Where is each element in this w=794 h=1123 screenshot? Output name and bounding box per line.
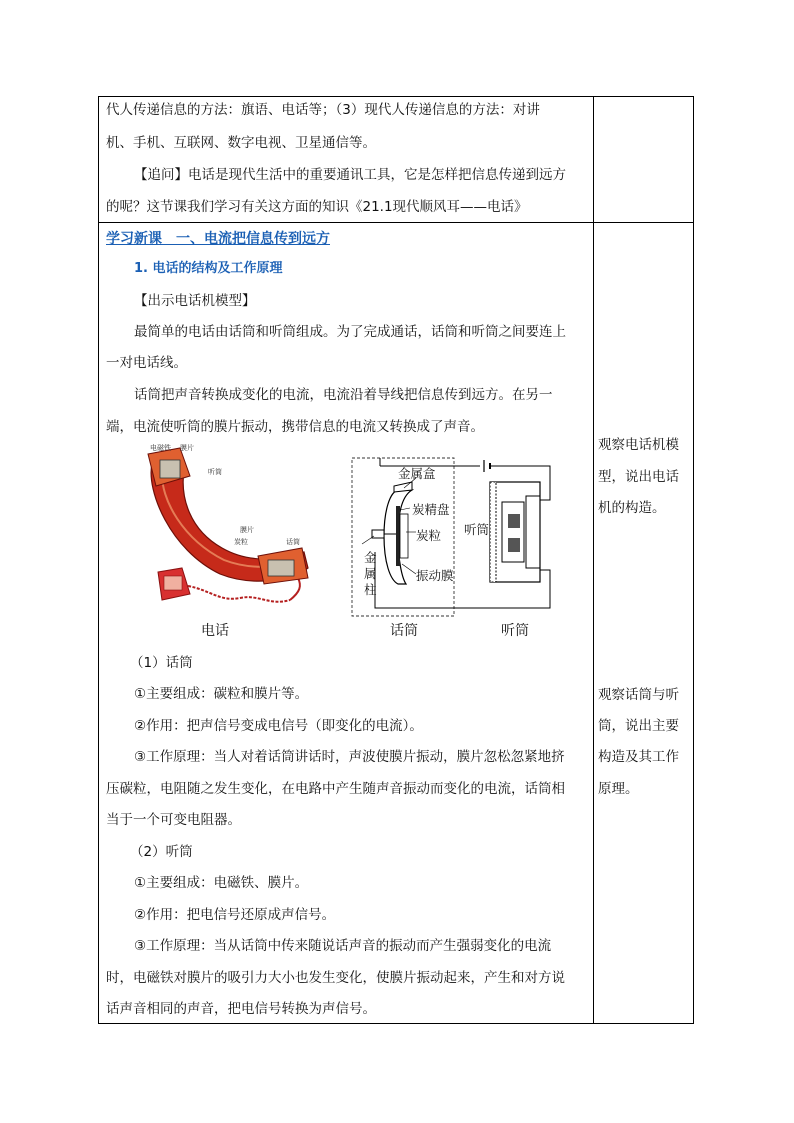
label-diaphragm: 膜片 — [240, 526, 254, 534]
label-diaphragm: 振动膜 — [416, 568, 454, 583]
mic-content: 当于一个可变电阻器。 — [106, 812, 241, 828]
label-earpiece: 听筒 — [208, 468, 222, 476]
caption-microphone: 话筒 — [390, 623, 418, 639]
label-metal-post: 金 — [364, 550, 377, 565]
ear-content: 话声音相同的声音，把电信号转换为声信号。 — [106, 1001, 376, 1017]
ear-heading: （2）听筒 — [130, 844, 193, 860]
side-note: 型，说出电话 — [598, 469, 679, 485]
show-model-text: 【出示电话机模型】 — [134, 293, 256, 309]
side-note: 构造及其工作 — [598, 749, 679, 765]
paragraph-line: 话筒把声音转换成变化的电流，电流沿着导线把信息传到远方。在另一 — [134, 387, 553, 403]
label-carbon-plate: 炭精盘 — [412, 502, 450, 517]
telephone-illustration — [140, 440, 320, 616]
intro-line: 代人传递信息的方法：旗语、电话等；（3）现代人传递信息的方法：对讲 — [106, 102, 540, 118]
label-diaphragm: 膜片 — [180, 444, 194, 452]
label-metal-box: 金属盒 — [398, 466, 436, 481]
mic-content: ②作用：把声信号变成电信号（即变化的电流）。 — [134, 718, 423, 734]
side-note: 原理。 — [598, 781, 639, 797]
subsection-title: 1. 电话的结构及工作原理 — [134, 261, 283, 276]
side-note: 筒，说出主要 — [598, 718, 679, 734]
intro-line: 的呢？这节课我们学习有关这方面的知识《21.1现代顺风耳——电话》 — [106, 199, 528, 215]
mic-content: 压碳粒，电阻随之发生变化，在电路中产生随声音振动而变化的电流，话筒相 — [106, 781, 565, 797]
ear-content: ②作用：把电信号还原成声信号。 — [134, 907, 336, 923]
label-metal-post: 属 — [364, 566, 377, 581]
label-metal-post: 柱 — [364, 582, 377, 597]
caption-telephone: 电话 — [201, 623, 229, 639]
caption-receiver: 听筒 — [501, 623, 529, 639]
side-note: 观察话筒与听 — [598, 687, 679, 703]
column-divider — [593, 97, 594, 1023]
ear-content: ③工作原理：当从话筒中传来随说话声音的振动而产生强弱变化的电流 — [134, 938, 552, 954]
label-carbon-grains: 炭粒 — [416, 528, 442, 543]
mic-heading: （1）话筒 — [130, 655, 193, 671]
section-title: 学习新课 一、电流把信息传到远方 — [106, 231, 330, 247]
label-receiver: 听筒 — [464, 522, 490, 537]
ear-content: 时，电磁铁对膜片的吸引力大小也发生变化，使膜片振动起来，产生和对方说 — [106, 970, 565, 986]
microphone-receiver-diagram — [350, 452, 555, 620]
mic-content: ③工作原理：当人对着话筒讲话时，声波使膜片振动，膜片忽松忽紧地挤 — [134, 749, 565, 765]
side-note: 机的构造。 — [598, 500, 666, 516]
label-carbon: 炭粒 — [234, 538, 248, 546]
side-note: 观察电话机模 — [598, 437, 679, 453]
mic-content: ①主要组成：碳粒和膜片等。 — [134, 686, 309, 702]
intro-line: 机、手机、互联网、数字电视、卫星通信等。 — [106, 135, 376, 151]
label-electromagnet: 电磁铁 — [150, 444, 171, 452]
label-mouthpiece: 话筒 — [286, 538, 300, 546]
row-divider — [99, 222, 693, 223]
intro-line: 【追问】电话是现代生活中的重要通讯工具，它是怎样把信息传递到远方 — [134, 167, 566, 183]
paragraph-line: 一对电话线。 — [106, 355, 187, 371]
paragraph-line: 最简单的电话由话筒和听筒组成。为了完成通话，话筒和听筒之间要连上 — [134, 324, 566, 340]
ear-content: ①主要组成：电磁铁、膜片。 — [134, 875, 309, 891]
paragraph-line: 端，电流使听筒的膜片振动，携带信息的电流又转换成了声音。 — [106, 419, 484, 435]
